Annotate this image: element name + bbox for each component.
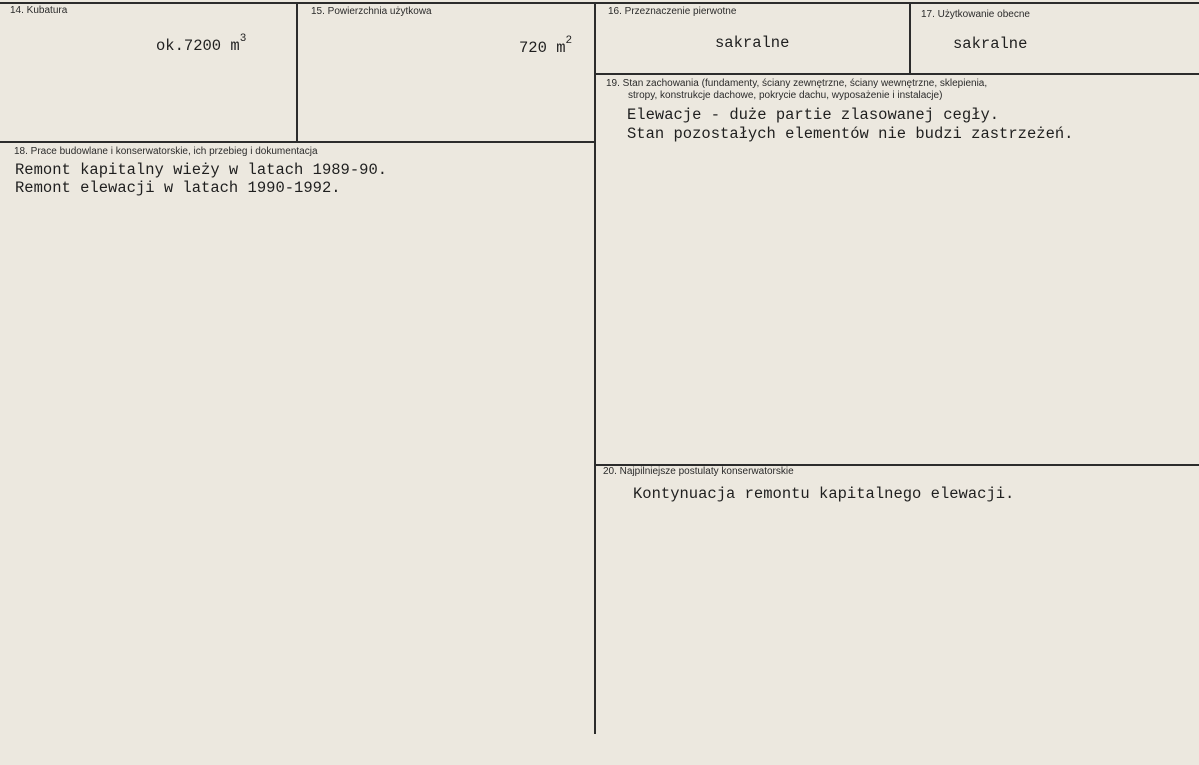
field-19-label-line2: stropy, konstrukcje dachowe, pokrycie dachu, wyposażenie i instalacje) [628, 90, 943, 101]
field-20-label: 20. Najpilniejsze postulaty konserwatorskie [603, 466, 794, 477]
field-14-value-exponent: 3 [239, 33, 247, 45]
field-19-text-line2: Stan pozostałych elementów nie budzi zastrzeżeń. [627, 125, 1074, 143]
field-14-label: 14. Kubatura [10, 5, 68, 16]
field-15-label: 15. Powierzchnia użytkowa [311, 6, 432, 17]
divider-16-17 [909, 2, 911, 74]
field-18-text-line1: Remont kapitalny wieży w latach 1989-90. [15, 161, 388, 179]
field-19-text-line1: Elewacje - duże partie zlasowanej cegły. [627, 106, 1000, 124]
field-14-value [156, 33, 247, 56]
field-17-label: 17. Użytkowanie obecne [921, 9, 1030, 20]
field-16-value: sakralne [715, 34, 790, 52]
divider-14-15 [296, 2, 298, 142]
field-20-text-line1: Kontynuacja remontu kapitalnego elewacji. [633, 485, 1015, 503]
field-15-value-text: 720 m [519, 39, 566, 58]
divider-14-18 [0, 141, 596, 143]
divider-16-19 [594, 73, 1199, 75]
field-18-text-line2: Remont elewacji w latach 1990-1992. [15, 179, 341, 197]
field-15-value-exponent: 2 [565, 35, 573, 47]
field-16-label: 16. Przeznaczenie pierwotne [608, 6, 737, 17]
field-19-label-line1: 19. Stan zachowania (fundamenty, ściany zewnętrzne, ściany wewnętrzne, sklepienia, [606, 78, 988, 89]
field-15-value [519, 35, 573, 58]
divider-left-right [594, 2, 596, 734]
field-18-label: 18. Prace budowlane i konserwatorskie, ich przebieg i dokumentacja [14, 146, 318, 157]
top-border [0, 2, 1199, 4]
field-17-value: sakralne [953, 35, 1028, 53]
field-14-value-text: ok.7200 m [156, 37, 240, 56]
